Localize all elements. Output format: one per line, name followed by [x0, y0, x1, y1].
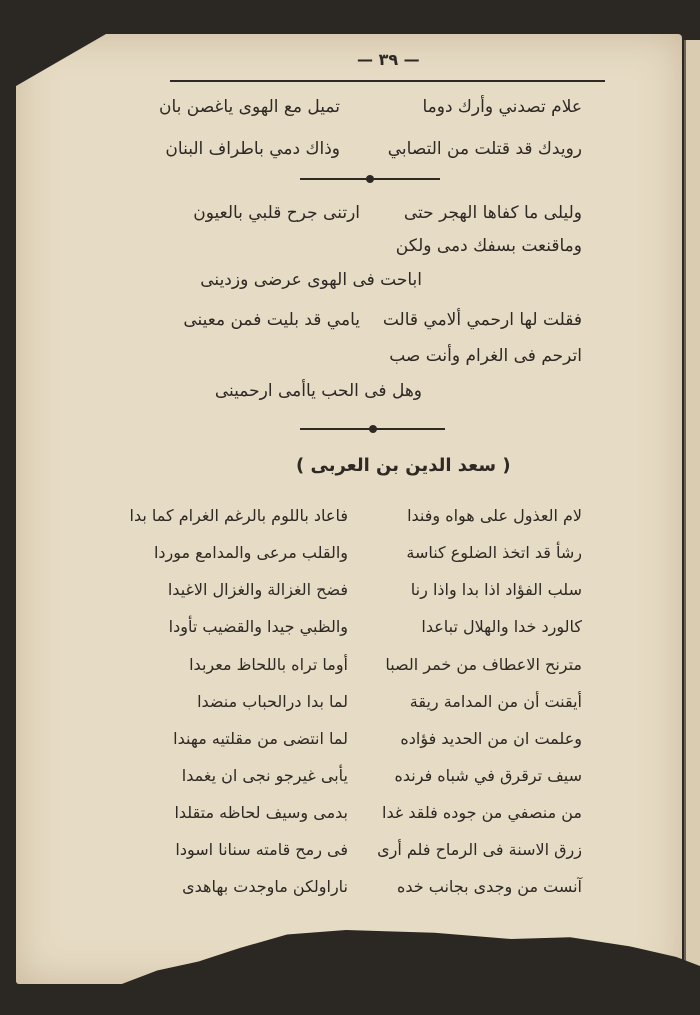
folded-corner [16, 34, 106, 86]
stanza2-line4-left: يامي قد بليت فمن معينى [183, 310, 360, 330]
left-column-line: فاعاد باللوم بالرغم الغرام كما بدا [129, 506, 348, 525]
stanza1-line1-left: تميل مع الهوى ياغصن بان [158, 97, 340, 117]
left-column-line: أوما تراه باللحاظ معربدا [189, 655, 348, 674]
stanza1-line2-left: وذاك دمي باطراف البنان [165, 139, 340, 159]
left-column-line: فضح الغزالة والغزال الاغيدا [167, 580, 348, 599]
left-column-line: والظبي جيدا والقضيب تأودا [168, 617, 348, 636]
right-column-line: آنست من وجدى بجانب خده [396, 877, 582, 896]
left-column-line: ناراولكن ماوجدت بهاهدى [182, 877, 348, 896]
stanza1-line1-right: علام تصدني وأرك دوما [422, 97, 582, 117]
right-column-line: من منصفي من جوده فلقد غدا [382, 803, 582, 822]
poet-heading: ( سعد الدين بن العربى ) [296, 455, 511, 476]
stanza2-line3: اباحت فى الهوى عرضى وزدينى [200, 270, 422, 290]
left-column-line: لما انتضى من مقلتيه مهندا [173, 729, 348, 748]
right-column-line: كالورد خدا والهلال تباعدا [421, 617, 582, 636]
stanza1-line2-right: رويدك قد قتلت من التصابي [387, 139, 582, 159]
right-column-line: وعلمت ان من الحديد فؤاده [400, 729, 582, 748]
right-column-line: أيقنت أن من المدامة ريقة [409, 692, 582, 711]
stanza2-line6: وهل فى الحب ياأمى ارحمينى [214, 381, 422, 401]
header-rule [170, 80, 605, 82]
stanza2-line1-left: ارتنى جرح قلبي بالعيون [193, 203, 360, 223]
right-column-line: سيف ترقرق في شباه فرنده [394, 766, 582, 785]
ornament-divider [300, 178, 440, 180]
ornament-divider-2 [300, 428, 445, 430]
page-paper [16, 34, 682, 984]
right-column-line: مترنح الاعطاف من خمر الصبا [385, 655, 582, 674]
stanza2-line4-right: فقلت لها ارحمي ألامي قالت [382, 310, 582, 330]
left-column-line: والقلب مرعى والمدامع موردا [153, 543, 348, 562]
left-column-line: بدمى وسيف لحاظه متقلدا [174, 803, 348, 822]
left-column-line: يأبى غيرجو نجى ان يغمدا [181, 766, 348, 785]
right-column-line: لام العذول على هواه وفندا [407, 506, 582, 525]
right-column-line: سلب الفؤاد اذا بدا واذا رنا [410, 580, 582, 599]
stanza2-line1-right: وليلى ما كفاها الهجر حتى [403, 203, 582, 223]
adjacent-page-edge [684, 40, 700, 975]
right-column-line: رشأ قد اتخذ الضلوع كناسة [406, 543, 582, 562]
right-column-line: زرق الاسنة فى الرماح فلم أرى [377, 840, 582, 859]
stanza2-line5: اترحم فى الغرام وأنت صب [389, 346, 582, 366]
left-column-line: فى رمح قامته سنانا اسودا [175, 840, 348, 859]
left-column-line: لما بدا درالحباب منضدا [197, 692, 348, 711]
page-number: — ٣٩ — [357, 50, 420, 69]
stanza2-line2: وماقنعت بسفك دمى ولكن [395, 236, 582, 256]
